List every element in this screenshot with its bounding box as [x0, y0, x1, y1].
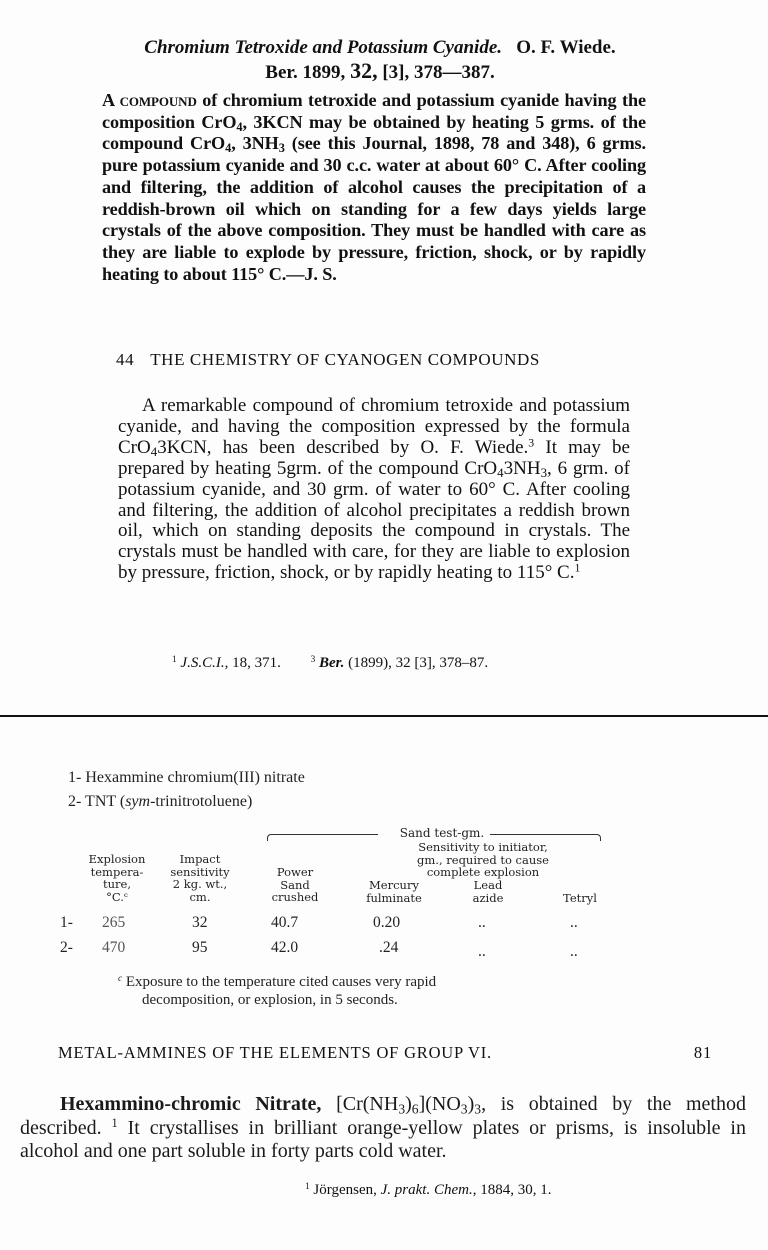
abstract-text: , 3NH: [231, 133, 279, 154]
explosive-properties-table: [60, 826, 620, 960]
abstract-citation-volume: 32,: [350, 58, 378, 83]
footnote-text: , 1884, 30, 1.: [472, 1182, 552, 1198]
footnote-ref: 3: [528, 436, 535, 450]
subscript: 4: [236, 119, 243, 134]
header-line: 2 kg. wt.,: [172, 877, 228, 891]
header-line: azide: [472, 890, 504, 905]
header-line: fulminate: [366, 890, 422, 905]
cell-lead-azide: ..: [478, 943, 486, 960]
abstract-citation-pre: Ber. 1899,: [265, 62, 351, 83]
subscript: 3: [460, 1101, 468, 1117]
formula: ): [405, 1093, 412, 1115]
footnote-mark: c: [118, 973, 123, 984]
running-head-title: THE CHEMISTRY OF CYANOGEN COMPOUNDS: [150, 350, 540, 369]
header-line: gm., required to cause: [417, 852, 549, 867]
cell-mercury: 0.20: [373, 914, 401, 931]
subscript: 3: [540, 464, 548, 480]
section-divider: [0, 715, 768, 717]
footnote-mark: 1: [172, 654, 177, 665]
header-line: Explosion: [88, 852, 146, 866]
list-item-text: 2- TNT (: [68, 793, 126, 810]
paragraph-text: , is obtained by the method described.: [20, 1093, 746, 1139]
header-line: Sensitivity to initiator,: [418, 840, 548, 854]
paragraph-text: 3NH: [503, 457, 541, 479]
abstract-author: O. F. Wiede.: [516, 37, 616, 58]
running-head-title: METAL-AMMINES OF THE ELEMENTS OF GROUP VI.: [58, 1043, 492, 1062]
col-header-mercury: [356, 879, 432, 904]
header-line: Power: [276, 865, 314, 879]
row-id: 1-: [60, 914, 73, 931]
paragraph-text: A remarkable compound of chromium tetroxide and potassium cyanide, and having the composition expressed by the formula CrO: [118, 395, 630, 458]
book-footnotes: [172, 655, 488, 672]
header-line: crushed: [271, 890, 319, 904]
header-line: Lead: [473, 878, 503, 892]
footnote-mark: 3: [310, 654, 316, 665]
header-line: Impact: [179, 852, 221, 866]
table-footnote: [118, 973, 598, 1009]
formula: [Cr(NH: [321, 1093, 399, 1115]
abstract-text: of chromium tetroxide and potassium cyanide having the composition CrO: [102, 90, 646, 132]
page-number: 44: [116, 350, 135, 369]
footnote-text: (1899), 32 [3], 378–87.: [344, 655, 489, 671]
col-header-power: [260, 866, 330, 904]
cell-impact: 95: [192, 939, 208, 956]
footnote-journal: J.S.C.I.: [180, 655, 225, 671]
sub-group-header: [378, 841, 588, 879]
subscript: 4: [150, 444, 158, 460]
header-line: complete explosion: [426, 865, 540, 879]
list-item: 1- Hexammine chromium(III) nitrate: [68, 769, 305, 786]
header-line: Mercury: [369, 878, 419, 892]
footnote-mark: 1: [305, 1181, 310, 1192]
abstract-text: , 3KCN may be obtained by heating 5 grms. of the compound CrO: [102, 111, 646, 154]
footnote-ref: 1: [574, 561, 581, 575]
book-paragraph: [118, 396, 630, 584]
list-item-italic: sym: [125, 793, 151, 810]
book-running-head: [116, 350, 540, 370]
monograph-footnote: [305, 1182, 551, 1199]
header-line: Sand: [280, 877, 310, 892]
paragraph-text: It crystallises in brilliant orange-yellow plates or prisms, is insoluble in alcohol and one part soluble in forty parts cold water.: [20, 1116, 746, 1162]
formula: ): [467, 1093, 475, 1115]
cell-tetryl: ..: [570, 914, 578, 931]
abstract-text: (see this Journal, 1898, 78 and 348), 6 grms. pure potassium cyanide and 30 c.c. water at about 60° C. After cooling and filtering, the addition of alcohol causes the precipitation of a reddish-brown oil which on standing for a few days yields large crystals of the above composition. They must be handled with care as they are liable to explode by pressure, friction, shock, or by rapidly heating to about 115° C.—J. S.: [102, 133, 646, 284]
monograph-running-head: [58, 1043, 712, 1063]
subscript: 3: [474, 1101, 482, 1117]
brace-left: [267, 834, 378, 841]
col-header-explosion-temp: [80, 853, 154, 903]
subscript: 3: [398, 1101, 406, 1117]
footnote-text: Jörgensen,: [313, 1182, 381, 1198]
footnote-text: , 18, 371.: [224, 655, 281, 671]
cell-explosion-temp: 470: [102, 939, 126, 956]
abstract-lead: A compound: [102, 90, 197, 110]
subscript: 3: [278, 141, 285, 156]
subscript: 4: [225, 141, 232, 156]
abstract-title-text: Chromium Tetroxide and Potassium Cyanide.: [144, 37, 503, 58]
cell-power: 42.0: [271, 939, 299, 956]
footnote-ref: 1: [111, 1115, 118, 1130]
abstract-body: [102, 90, 646, 285]
col-header-impact: [160, 853, 240, 903]
paragraph-text: , 6 grm. of potassium cyanide, and 30 grm. of water to 60° C. After cooling and filtering, the addition of alcohol precipitates a reddish brown oil, which on standing deposits the compound in crystals. The crystals must be handled with care, for they are liable to explosion by pressure, friction, shock, or by rapidly heating to 115° C.: [118, 457, 630, 584]
monograph-paragraph: [20, 1093, 746, 1164]
page-number: 81: [693, 1043, 712, 1062]
header-line: sensitivity: [170, 864, 230, 879]
formula: ](NO: [418, 1093, 461, 1115]
header-line: tempera-: [90, 864, 144, 879]
col-header-lead-azide: [458, 879, 518, 904]
header-line: cm.: [189, 889, 211, 904]
col-header-tetryl: [550, 892, 610, 905]
subscript: 4: [497, 464, 504, 480]
abstract-title: [100, 36, 660, 84]
abstract-citation-post: [3], 378—387.: [377, 62, 495, 83]
cell-lead-azide: ..: [478, 914, 486, 931]
compound-list: [68, 766, 305, 814]
footnote-journal: Ber.: [318, 655, 345, 671]
subscript: 6: [411, 1101, 419, 1117]
cell-impact: 32: [192, 914, 208, 931]
header-line: °C.ᶜ: [106, 889, 128, 904]
header-line: ture,: [103, 877, 131, 891]
compound-name: Hexammino-chromic Nitrate,: [60, 1093, 322, 1115]
footnote-line: decomposition, or explosion, in 5 seconds.: [142, 992, 398, 1008]
header-line: Tetryl: [563, 891, 597, 905]
cell-tetryl: ..: [570, 943, 578, 960]
footnote-line: Exposure to the temperature cited causes very rapid: [125, 974, 437, 990]
list-item: [68, 790, 305, 814]
cell-explosion-temp: 265: [102, 914, 126, 931]
group-header: Sand test-gm.: [399, 826, 485, 840]
paragraph-text: 3KCN, has been described by O. F. Wiede.: [157, 436, 529, 458]
cell-power: 40.7: [271, 914, 299, 931]
cell-mercury: .24: [379, 939, 399, 956]
list-item-text: -trinitrotoluene): [150, 793, 253, 810]
row-id: 2-: [60, 939, 73, 956]
paragraph-text: It may be prepared by heating 5grm. of the compound CrO: [118, 436, 630, 479]
footnote-journal: J. prakt. Chem.: [380, 1182, 473, 1198]
